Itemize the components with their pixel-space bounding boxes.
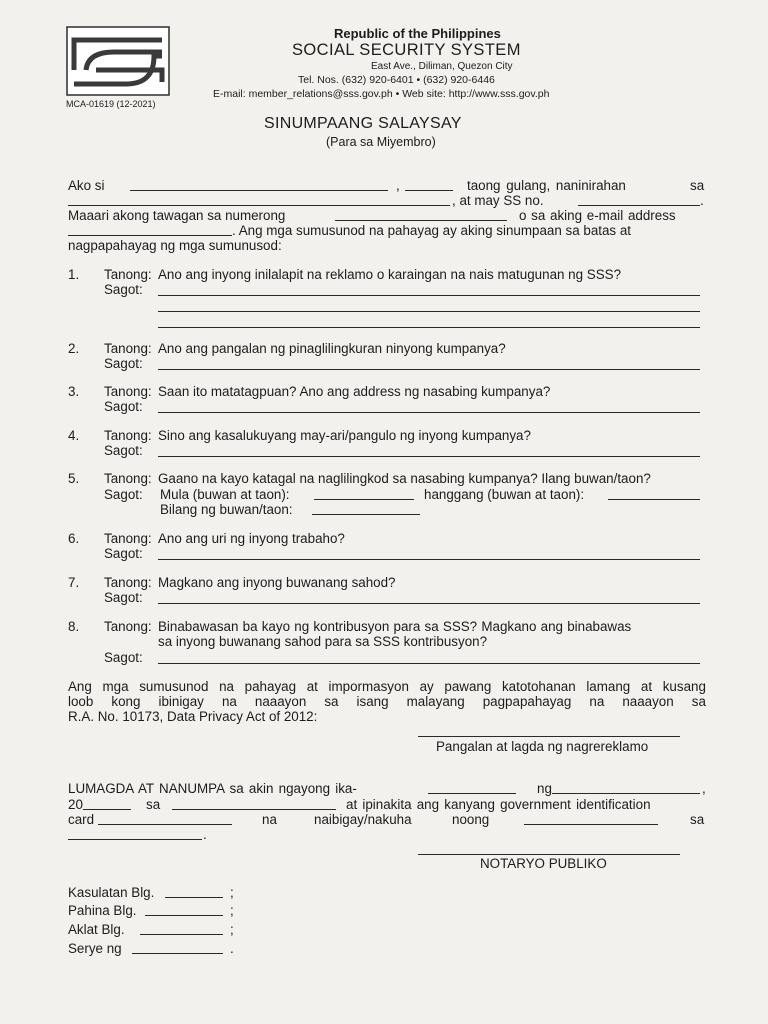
question-text: Ano ang inyong inilalapit na reklamo o karaingan na nais matugunan ng SSS?	[158, 267, 622, 282]
question-text: Binabawasan ba kayo ng kontribusyon para sa SSS? Magkano ang binabawas	[158, 619, 632, 634]
document-title: SINUMPAANG SALAYSAY	[264, 115, 462, 132]
question-number: 6.	[68, 531, 80, 546]
declaration-line-1: Ang mga sumusunod na pahayag at impormasyon ay pawang katotohanan lamang at kusang	[68, 679, 706, 694]
book-number-field[interactable]	[140, 934, 223, 935]
answer-line[interactable]	[158, 412, 700, 413]
tanong-label: Tanong:	[104, 531, 152, 546]
sagot-label: Sagot:	[104, 487, 143, 502]
duration-field[interactable]	[312, 514, 420, 515]
tanong-label: Tanong:	[104, 384, 152, 399]
oath-comma: ,	[702, 781, 706, 796]
intro-period: .	[700, 193, 704, 208]
oath-naibigay: naibigay/nakuha	[314, 812, 412, 827]
question-number: 2.	[68, 341, 80, 356]
id-card-field[interactable]	[98, 824, 232, 825]
registry-end: ;	[230, 885, 234, 900]
registry-end: ;	[230, 903, 234, 918]
answer-line[interactable]	[158, 311, 700, 312]
registry-label: Kasulatan Blg.	[68, 885, 155, 900]
question-text: Ano ang uri ng inyong trabaho?	[158, 531, 345, 546]
oath-noong: noong	[452, 812, 490, 827]
tanong-label: Tanong:	[104, 575, 152, 590]
agency-email-website: E-mail: member_relations@sss.gov.ph • Web site: http://www.sss.gov.ph	[213, 88, 550, 100]
agency-address: East Ave., Diliman, Quezon City	[371, 61, 513, 72]
answer-line[interactable]	[158, 295, 700, 296]
intro-taong-gulang: taong gulang, naninirahan	[467, 178, 626, 193]
registry-label: Pahina Blg.	[68, 903, 137, 918]
complainant-signature-caption: Pangalan at lagda ng nagrereklamo	[436, 739, 649, 754]
tanong-label: Tanong:	[104, 428, 152, 443]
email-address-field[interactable]	[68, 235, 232, 236]
declaration-line-3: R.A. No. 10173, Data Privacy Act of 2012:	[68, 709, 318, 724]
answer-line[interactable]	[158, 663, 700, 664]
oath-lumagda: LUMAGDA AT NANUMPA sa akin ngayong ika-	[68, 781, 357, 796]
intro-sa: sa	[690, 178, 705, 193]
answer-line[interactable]	[158, 369, 700, 370]
oath-day-field[interactable]	[428, 793, 516, 794]
question-text-continued: sa inyong buwanang sahod para sa SSS kontribusyon?	[158, 634, 488, 649]
intro-at-may-ss: , at may SS no.	[452, 193, 544, 208]
oath-ipinakita: at ipinakita ang kanyang government identification	[346, 797, 651, 812]
document-subtitle: (Para sa Miyembro)	[326, 135, 436, 149]
intro-ako-si: Ako si	[68, 178, 105, 193]
notary-signature-line[interactable]	[418, 854, 680, 855]
registry-end: .	[230, 941, 234, 956]
registry-label: Serye ng	[68, 941, 122, 956]
question-number: 1.	[68, 267, 80, 282]
intro-nagpapahayag: nagpapahayag ng mga sumunusod:	[68, 238, 282, 253]
page-number-field[interactable]	[145, 915, 223, 916]
oath-sa-2: sa	[690, 812, 705, 827]
question-number: 4.	[68, 428, 80, 443]
oath-period: .	[203, 827, 207, 842]
country-heading: Republic of the Philippines	[334, 26, 501, 41]
registry-label: Aklat Blg.	[68, 922, 125, 937]
tanong-label: Tanong:	[104, 619, 152, 634]
oath-ng: ng	[537, 781, 552, 796]
question-text: Saan ito matatagpuan? Ano ang address ng nasabing kumpanya?	[158, 384, 551, 399]
answer-line[interactable]	[158, 456, 700, 457]
intro-maaari: Maaari akong tawagan sa numerong	[68, 208, 286, 223]
question-number: 3.	[68, 384, 80, 399]
document-number-field[interactable]	[165, 897, 223, 898]
oath-card: card	[68, 812, 95, 827]
series-field[interactable]	[132, 953, 223, 954]
registry-end: ;	[230, 922, 234, 937]
end-date-field[interactable]	[608, 499, 700, 500]
intro-comma: ,	[396, 178, 400, 193]
sagot-label: Sagot:	[104, 443, 143, 458]
sss-logo	[66, 26, 170, 96]
ss-number-field[interactable]	[578, 205, 700, 206]
question-text: Magkano ang inyong buwanang sahod?	[158, 575, 396, 590]
sagot-label: Sagot:	[104, 282, 143, 297]
question-text: Sino ang kasalukuyang may-ari/pangulo ng inyong kumpanya?	[158, 428, 531, 443]
question-number: 7.	[68, 575, 80, 590]
oath-month-field[interactable]	[552, 793, 700, 794]
q5-hanggang-label: hanggang (buwan at taon):	[424, 487, 585, 502]
answer-line[interactable]	[158, 559, 700, 560]
question-number: 8.	[68, 619, 80, 634]
id-issue-date-field[interactable]	[524, 824, 658, 825]
oath-na: na	[262, 812, 277, 827]
member-name-field[interactable]	[130, 190, 388, 191]
notary-caption: NOTARYO PUBLIKO	[480, 856, 607, 871]
question-number: 5.	[68, 471, 80, 486]
start-date-field[interactable]	[314, 499, 414, 500]
oath-sa: sa	[146, 797, 161, 812]
q5-mula-label: Mula (buwan at taon):	[160, 487, 290, 502]
agency-telephone: Tel. Nos. (632) 920-6401 • (632) 920-6446	[298, 74, 495, 86]
question-text: Ano ang pangalan ng pinaglilingkuran ninyong kumpanya?	[158, 341, 506, 356]
sagot-label: Sagot:	[104, 546, 143, 561]
answer-line[interactable]	[158, 327, 700, 328]
complainant-signature-line[interactable]	[418, 736, 680, 737]
sagot-label: Sagot:	[104, 356, 143, 371]
tanong-label: Tanong:	[104, 267, 152, 282]
tanong-label: Tanong:	[104, 471, 152, 486]
intro-ang-mga: . Ang mga sumusunod na pahayag ay aking sinumpaan sa batas at	[232, 223, 632, 238]
intro-o-sa-aking: o sa aking e-mail address	[519, 208, 676, 223]
sagot-label: Sagot:	[104, 399, 143, 414]
q5-bilang-label: Bilang ng buwan/taon:	[160, 502, 293, 517]
sagot-label: Sagot:	[104, 650, 143, 665]
address-field[interactable]	[68, 205, 450, 206]
sagot-label: Sagot:	[104, 590, 143, 605]
agency-heading: SOCIAL SECURITY SYSTEM	[292, 41, 521, 59]
id-issue-place-field[interactable]	[68, 839, 202, 840]
oath-year-prefix: 20	[68, 797, 83, 812]
phone-number-field[interactable]	[335, 220, 507, 221]
form-code: MCA-01619 (12-2021)	[66, 99, 156, 109]
question-text: Gaano na kayo katagal na naglilingkod sa nasabing kumpanya? Ilang buwan/taon?	[158, 471, 651, 486]
oath-place-field[interactable]	[172, 809, 336, 810]
age-field[interactable]	[405, 190, 453, 191]
oath-year-field[interactable]	[83, 809, 131, 810]
tanong-label: Tanong:	[104, 341, 152, 356]
declaration-line-2: loob kong ibinigay na naaayon sa isang malayang pagpapahayag na naaayon sa	[68, 694, 706, 709]
answer-line[interactable]	[158, 603, 700, 604]
